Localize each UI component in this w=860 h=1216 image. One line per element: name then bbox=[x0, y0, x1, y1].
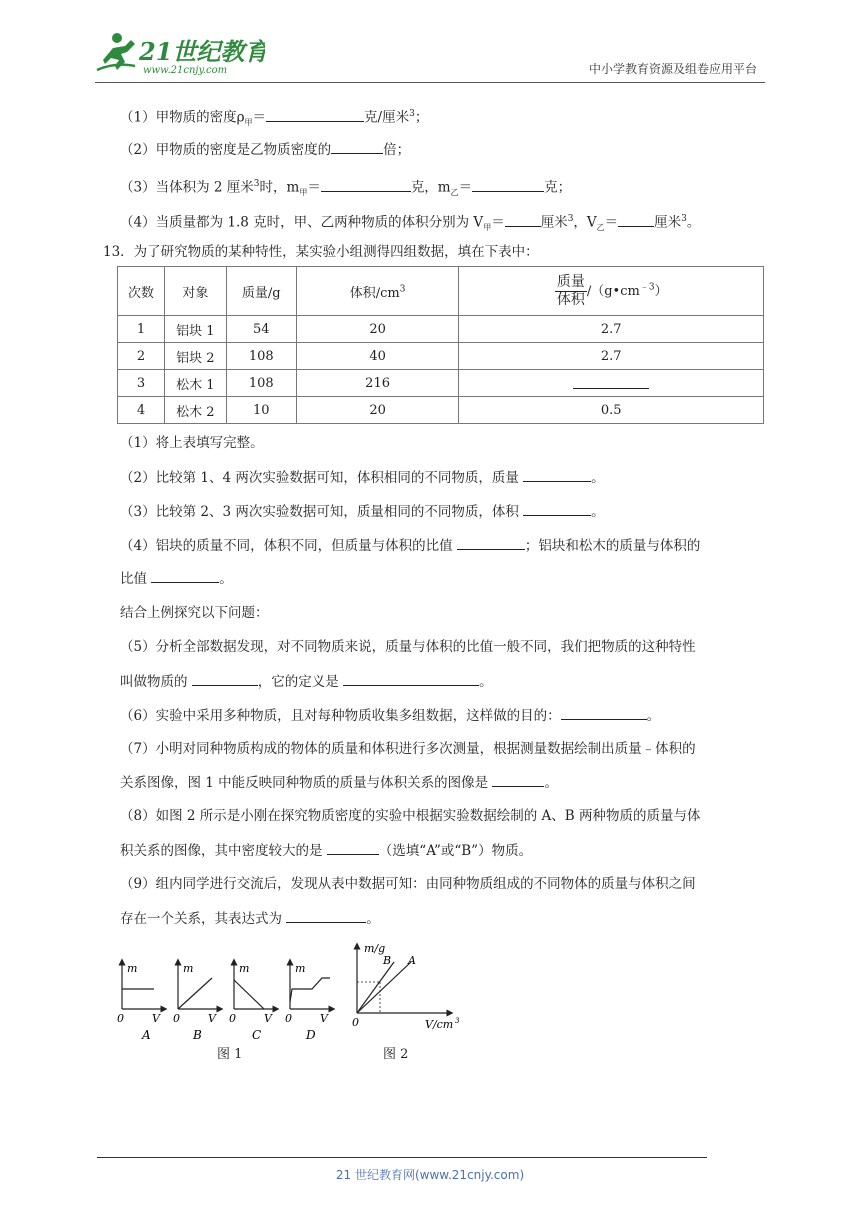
axis-label-x-sup: 3 bbox=[455, 1017, 460, 1025]
graph-label: B bbox=[193, 1028, 202, 1040]
figure-graphs bbox=[110, 940, 480, 1040]
graph-c bbox=[229, 962, 276, 1040]
runner-logo-icon bbox=[97, 33, 135, 70]
answer-blank[interactable] bbox=[618, 212, 654, 227]
origin: 0 bbox=[117, 1012, 124, 1025]
q13-p2: （2）比较第 1、4 两次实验数据可知，体积相同的不同物质，质量 。 bbox=[120, 467, 605, 488]
table-header: 对象 bbox=[164, 267, 226, 316]
table-row: 3 松木 1 108 216 bbox=[118, 370, 764, 397]
q13-p3: （3）比较第 2、3 两次实验数据可知，质量相同的不同物质，体积 。 bbox=[120, 501, 605, 522]
answer-blank[interactable] bbox=[523, 467, 591, 482]
table-header: 质量/g bbox=[226, 267, 296, 316]
axis-label-x: V/cm bbox=[425, 1018, 454, 1031]
graph-d bbox=[285, 962, 332, 1040]
axis-v: V bbox=[208, 1012, 216, 1025]
axis-m: m bbox=[183, 962, 194, 975]
site-logo[interactable] bbox=[95, 30, 265, 78]
data-table bbox=[117, 266, 764, 424]
answer-blank[interactable] bbox=[492, 772, 544, 787]
line-label-b: B bbox=[383, 954, 392, 967]
axis-m: m bbox=[127, 962, 138, 975]
q12-line-1: （1）甲物质的密度$\rho_甲=$ 克/厘米$^3$； bbox=[120, 104, 428, 133]
origin: 0 bbox=[173, 1012, 180, 1025]
answer-blank[interactable] bbox=[321, 177, 411, 192]
platform-name: 中小学教育资源及组卷应用平台 bbox=[588, 62, 757, 76]
q13-p4-cont: 比值 。 bbox=[120, 568, 233, 589]
q13-p7: （7）小明对同种物质构成的物体的质量和体积进行多次测量，根据测量数据绘制出质量﹣体积的 bbox=[120, 741, 696, 757]
q12-line-2: （2）甲物质的密度是乙物质密度的 倍； bbox=[120, 139, 410, 160]
graph-2 bbox=[352, 942, 460, 1031]
answer-blank[interactable] bbox=[286, 908, 366, 923]
answer-blank[interactable] bbox=[472, 177, 544, 192]
answer-blank[interactable] bbox=[331, 139, 383, 154]
q13-p9-cont: 存在一个关系，其表达式为 。 bbox=[120, 908, 380, 929]
graph-b bbox=[173, 962, 220, 1040]
q13-p1: （1）将上表填写完整。 bbox=[120, 435, 264, 451]
answer-blank[interactable] bbox=[266, 107, 364, 122]
q13-p4: （4）铝块的质量不同，体积不同，但质量与体积的比值 ；铝块和松木的质量与体积的 bbox=[120, 535, 700, 556]
axis-v: V bbox=[152, 1012, 160, 1025]
figure-2-caption: 图 2 bbox=[383, 1047, 409, 1062]
answer-blank[interactable] bbox=[457, 535, 525, 550]
graph-a bbox=[117, 962, 164, 1040]
ratio-fraction: $\frac{\text{质量}}{\text{体积}}$ bbox=[556, 273, 585, 308]
axis-m: m bbox=[239, 962, 250, 975]
answer-blank[interactable] bbox=[151, 568, 219, 583]
graph-label: A bbox=[142, 1028, 151, 1040]
answer-blank[interactable] bbox=[561, 705, 647, 720]
q12-line-4: （4）当质量都为 1.8 克时，甲、乙两种物质的体积分别为 $V_甲=$ 厘米$^3$，$V_乙=$ 厘米$^3$。 bbox=[120, 209, 700, 238]
answer-blank[interactable] bbox=[505, 212, 541, 227]
graph-label: D bbox=[306, 1028, 316, 1040]
origin: 0 bbox=[229, 1012, 236, 1025]
table-row: 1 铝块 1 54 20 2.7 bbox=[118, 316, 764, 343]
table-header-ratio: $\frac{\text{质量}}{\text{体积}}$ $/(g•cm^{﹣3})$ bbox=[459, 267, 764, 316]
q13-p8-cont: 积关系的图像，其中密度较大的是 （选填“A”或“B”）物质。 bbox=[120, 840, 532, 861]
q13-p5-cont: 叫做物质的 ，它的定义是 。 bbox=[120, 671, 493, 692]
axis-m: m bbox=[295, 962, 306, 975]
axis-label-y: m/g bbox=[364, 942, 386, 955]
q12-line-3: （3）当体积为 2 厘米$^3$时，$m_甲=$ 克，$m_乙=$ 克； bbox=[120, 174, 571, 203]
axis-v: V bbox=[264, 1012, 272, 1025]
table-header: 体积$/cm^3$ bbox=[296, 267, 459, 316]
graph-label: C bbox=[252, 1028, 262, 1040]
axis-v: V bbox=[320, 1012, 328, 1025]
table-header-row bbox=[118, 267, 764, 316]
origin: 0 bbox=[352, 1016, 359, 1029]
q13-p5: （5）分析全部数据发现，对不同物质来说，质量与体积的比值一般不同，我们把物质的这种特性 bbox=[120, 639, 696, 655]
header-divider bbox=[95, 82, 765, 83]
answer-blank[interactable] bbox=[327, 840, 379, 855]
answer-blank[interactable] bbox=[192, 671, 258, 686]
q13-intro: 13．为了研究物质的某种特性，某实验小组测得四组数据，填在下表中： bbox=[103, 244, 539, 260]
table-row: 4 松木 2 10 20 0.5 bbox=[118, 397, 764, 424]
logo-url: www.21cnjy.com bbox=[143, 65, 228, 76]
answer-blank[interactable] bbox=[343, 671, 479, 686]
line-a bbox=[357, 962, 411, 1013]
q13-p7-cont: 关系图像，图 1 中能反映同种物质的质量与体积关系的图像是 。 bbox=[120, 772, 558, 793]
answer-blank[interactable] bbox=[573, 374, 649, 389]
figure-1-caption: 图 1 bbox=[217, 1047, 243, 1062]
origin: 0 bbox=[285, 1012, 292, 1025]
table-row: 2 铝块 2 108 40 2.7 bbox=[118, 343, 764, 370]
table-header: 次数 bbox=[118, 267, 165, 316]
logo-text: 21世纪教育 bbox=[139, 37, 265, 66]
q13-combine: 结合上例探究以下问题： bbox=[120, 605, 269, 621]
q13-p9: （9）组内同学进行交流后，发现从表中数据可知：由同种物质组成的不同物体的质量与体积之间 bbox=[120, 876, 696, 892]
q13-p8: （8）如图 2 所示是小刚在探究物质密度的实验中根据实验数据绘制的 A、B 两种物质的质量与体 bbox=[120, 808, 701, 824]
q13-p6: （6）实验中采用多种物质，且对每种物质收集多组数据，这样做的目的： 。 bbox=[120, 705, 660, 726]
line-b bbox=[357, 962, 394, 1013]
footer-link[interactable]: 21 世纪教育网(www.21cnjy.com) bbox=[335, 1168, 525, 1182]
footer-divider bbox=[97, 1157, 707, 1158]
line-label-a: A bbox=[408, 954, 416, 967]
answer-blank[interactable] bbox=[523, 501, 591, 516]
